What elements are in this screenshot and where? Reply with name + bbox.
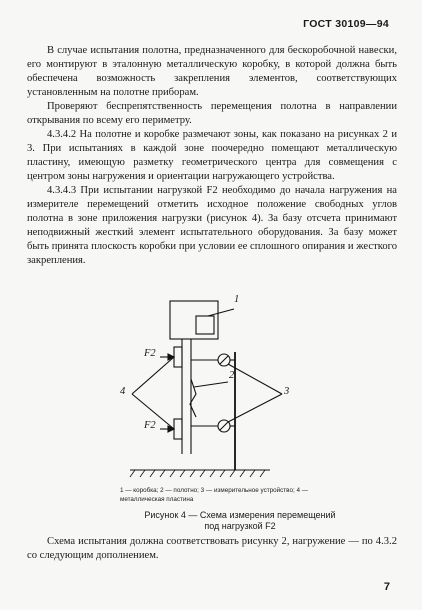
gauge-needle-bottom [220,422,228,430]
leader-2 [194,382,228,387]
figure-4-diagram [110,284,330,504]
paragraphs [27,44,397,268]
label-3: 3 [284,386,290,397]
page-number: 7 [383,581,390,593]
figure-caption: Рисунок 4 — Схема измерения перемещений под нагрузкой F2 [144,510,336,531]
leader-3a [228,364,282,394]
paragraph-1: В случае испытания полотна, предназначенного для бескоробочной навески, его монтируют в эталонную металлическую коробку, в которой должна быть обеспечена возможность закрепления элементов, соответствующих установленным на полотне приборам. [27,45,397,98]
figure-svg [110,284,330,504]
leader-4a [132,357,174,394]
ground-hatch [130,470,265,477]
leader-1 [208,309,234,316]
paragraph-2: Проверяют беспрепятственность перемещения полотна в направлении открывания по всему его периметру. [27,101,397,126]
frame-block [196,316,214,334]
document-header: ГОСТ 30109—94 [303,18,389,30]
leader-3b [228,394,282,422]
label-4: 4 [120,386,126,397]
gauge-needle-top [220,356,228,364]
paragraph-4: 4.3.4.3 При испытании нагрузкой F2 необходимо до начала нагружения на измерителе перемещений отметить исходное положение свободных углов полотна в зоне приложения нагрузки (рисунок 4). За базу отсчета принимают неподвижный жесткий элемент испытательного оборудования. За базу может быть принята плоскость коробки при условии ее сплошного опирания и жесткого закрепления. [27,185,397,266]
label-1: 1 [234,294,240,305]
label-f2-top: F2 [144,348,156,359]
paragraph-5-block [27,535,397,563]
label-2: 2 [229,370,235,381]
figure-legend: 1 — коробка; 2 — полотно; 3 — измерительное устройство; 4 — металлическая пластина [120,487,309,503]
paragraph-5: Схема испытания должна соответствовать рисунку 2, нагружение — по 4.3.2 со следующим дополнением. [27,536,397,561]
label-f2-bottom: F2 [144,420,156,431]
box-frame-top [170,301,218,339]
paragraph-3: 4.3.4.2 На полотне и коробке размечают зоны, как показано на рисунках 2 и 3. При испытаниях в каждой зоне поочередно помещают металлическую пластину, имеющую разметку геометрического центра для совмещения с центром зоны нагружения и ориентации нагружающего устройства. [27,129,397,182]
